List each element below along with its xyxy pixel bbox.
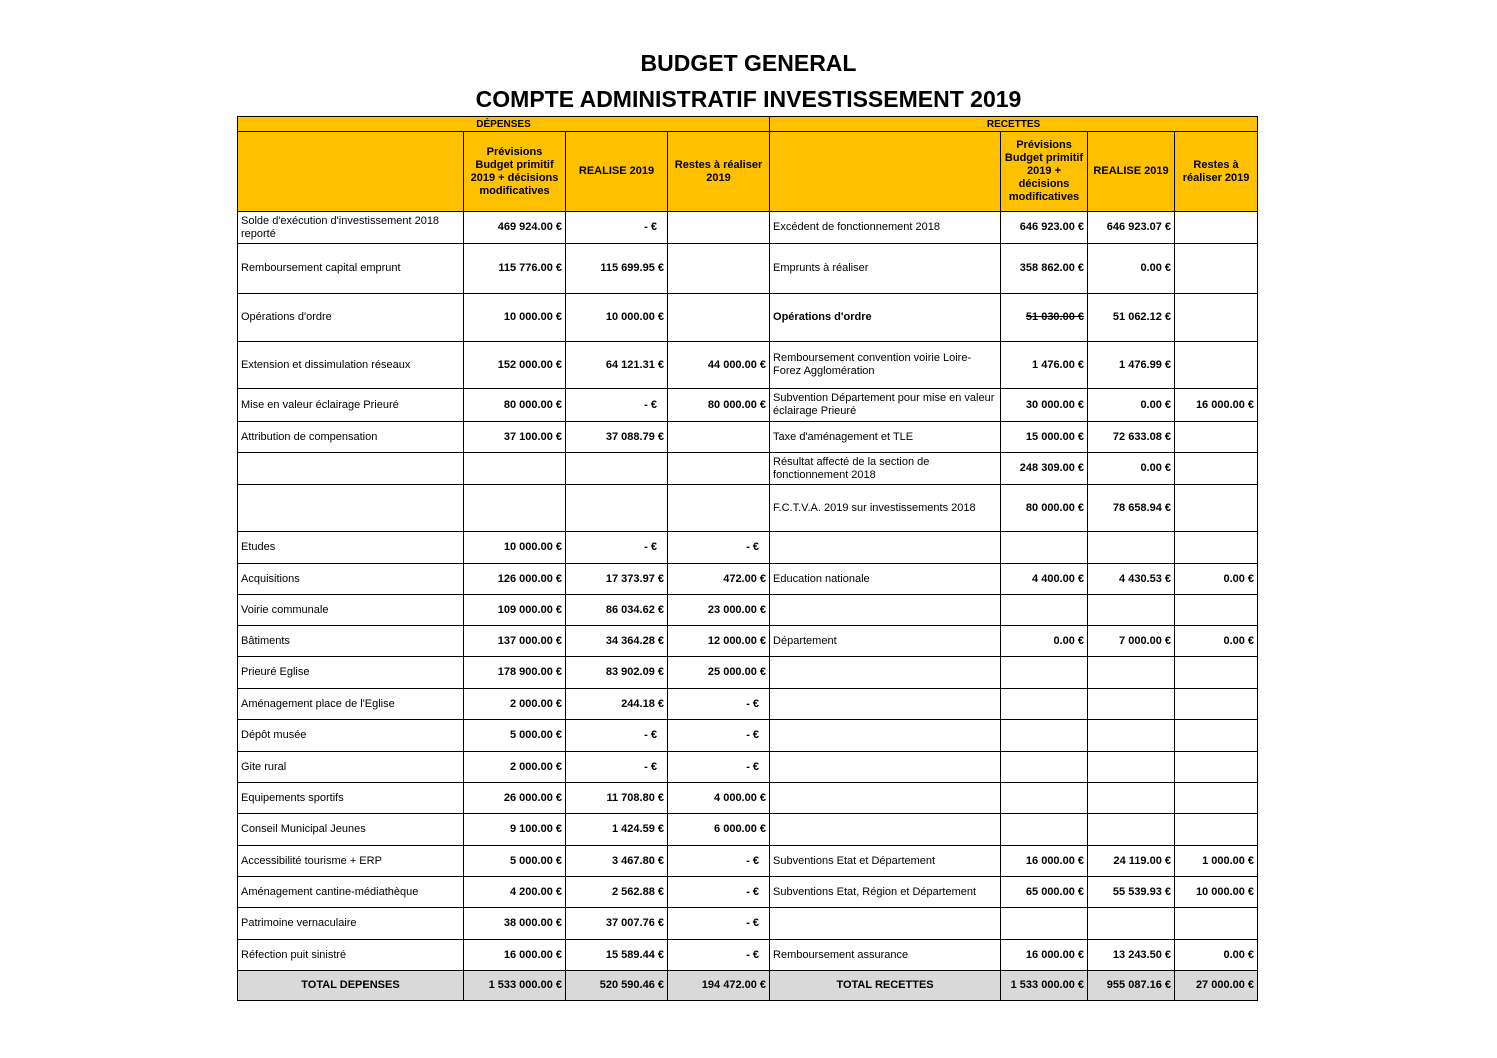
total-dep-previsions: 1 533 000.00 €: [464, 971, 566, 1001]
dep-previsions-cell: 469 924.00 €: [464, 212, 566, 244]
table-row: [238, 908, 1258, 940]
dep-restes-cell: 44 000.00 €: [668, 342, 770, 389]
table-row: [238, 720, 1258, 752]
rec-restes-cell: [1175, 453, 1258, 485]
rec-label-cell: [770, 814, 1001, 846]
rec-realise-cell: [1088, 595, 1175, 626]
rec-previsions-cell: 30 000.00 €: [1001, 389, 1088, 422]
dep-realise-cell: 37 007.76 €: [566, 908, 668, 940]
total-dep-restes: 194 472.00 €: [668, 971, 770, 1001]
dep-restes-cell: 4 000.00 €: [668, 783, 770, 814]
rec-restes-cell: 0.00 €: [1175, 940, 1258, 971]
rec-restes-cell: 16 000.00 €: [1175, 389, 1258, 422]
dep-previsions-cell: 5 000.00 €: [464, 846, 566, 877]
rec-label-header: [770, 132, 1001, 212]
dep-label-cell: Etudes: [238, 532, 464, 564]
rec-label-cell: [770, 532, 1001, 564]
dep-previsions-header: Prévisions Budget primitif 2019 + décisions modificatives: [464, 132, 566, 212]
budget-table: [237, 116, 1258, 1001]
dep-realise-cell: 15 589.44 €: [566, 940, 668, 971]
dep-previsions-cell: 26 000.00 €: [464, 783, 566, 814]
dep-realise-cell: 10 000.00 €: [566, 294, 668, 342]
total-dep-realise: 520 590.46 €: [566, 971, 668, 1001]
dep-restes-cell: - €: [668, 689, 770, 720]
dep-restes-cell: - €: [668, 908, 770, 940]
table-row: [238, 877, 1258, 908]
dep-label-cell: Remboursement capital emprunt: [238, 244, 464, 294]
rec-label-cell: Excédent de fonctionnement 2018: [770, 212, 1001, 244]
dep-label-header: [238, 132, 464, 212]
rec-previsions-cell: 15 000.00 €: [1001, 422, 1088, 453]
table-row: [238, 940, 1258, 971]
rec-restes-cell: [1175, 212, 1258, 244]
rec-realise-cell: 0.00 €: [1088, 244, 1175, 294]
dep-realise-cell: 64 121.31 €: [566, 342, 668, 389]
dep-previsions-cell: [464, 453, 566, 485]
rec-label-cell: [770, 752, 1001, 783]
rec-realise-cell: [1088, 689, 1175, 720]
rec-previsions-cell: [1001, 720, 1088, 752]
rec-label-cell: [770, 783, 1001, 814]
rec-label-cell: Emprunts à réaliser: [770, 244, 1001, 294]
rec-realise-cell: 24 119.00 €: [1088, 846, 1175, 877]
dep-restes-cell: - €: [668, 720, 770, 752]
rec-label-cell: Remboursement assurance: [770, 940, 1001, 971]
dep-restes-cell: - €: [668, 877, 770, 908]
dep-label-cell: Dépôt musée: [238, 720, 464, 752]
rec-realise-cell: 1 476.99 €: [1088, 342, 1175, 389]
rec-realise-header: REALISE 2019: [1088, 132, 1175, 212]
rec-label-cell: Subventions Etat et Département: [770, 846, 1001, 877]
rec-restes-header: Restes à réaliser 2019: [1175, 132, 1258, 212]
rec-previsions-cell: 248 309.00 €: [1001, 453, 1088, 485]
rec-label-cell: F.C.T.V.A. 2019 sur investissements 2018: [770, 485, 1001, 532]
rec-previsions-cell: [1001, 689, 1088, 720]
dep-previsions-cell: 10 000.00 €: [464, 532, 566, 564]
dep-previsions-cell: 178 900.00 €: [464, 657, 566, 689]
rec-realise-cell: [1088, 657, 1175, 689]
rec-restes-cell: [1175, 532, 1258, 564]
dep-label-cell: Aménagement place de l'Eglise: [238, 689, 464, 720]
rec-realise-cell: 4 430.53 €: [1088, 564, 1175, 595]
rec-realise-cell: 55 539.93 €: [1088, 877, 1175, 908]
dep-realise-cell: - €: [566, 389, 668, 422]
table-row: [238, 689, 1258, 720]
rec-previsions-cell: 0.00 €: [1001, 626, 1088, 657]
dep-restes-cell: [668, 244, 770, 294]
dep-label-cell: Equipements sportifs: [238, 783, 464, 814]
dep-realise-cell: [566, 485, 668, 532]
rec-realise-cell: 72 633.08 €: [1088, 422, 1175, 453]
dep-realise-cell: - €: [566, 720, 668, 752]
dep-label-cell: Patrimoine vernaculaire: [238, 908, 464, 940]
rec-label-cell: [770, 595, 1001, 626]
dep-restes-header: Restes à réaliser 2019: [668, 132, 770, 212]
rec-previsions-cell: 646 923.00 €: [1001, 212, 1088, 244]
dep-label-cell: Bâtiments: [238, 626, 464, 657]
dep-realise-cell: 86 034.62 €: [566, 595, 668, 626]
column-header-row: [238, 132, 1258, 212]
dep-restes-cell: [668, 453, 770, 485]
dep-restes-cell: 12 000.00 €: [668, 626, 770, 657]
rec-restes-cell: [1175, 689, 1258, 720]
dep-restes-cell: [668, 485, 770, 532]
rec-previsions-cell: 16 000.00 €: [1001, 846, 1088, 877]
dep-restes-cell: - €: [668, 940, 770, 971]
dep-label-cell: Extension et dissimulation réseaux: [238, 342, 464, 389]
table-row: [238, 657, 1258, 689]
dep-realise-cell: - €: [566, 212, 668, 244]
dep-restes-cell: [668, 422, 770, 453]
dep-realise-cell: 34 364.28 €: [566, 626, 668, 657]
dep-previsions-cell: 4 200.00 €: [464, 877, 566, 908]
dep-previsions-cell: 37 100.00 €: [464, 422, 566, 453]
rec-restes-cell: [1175, 657, 1258, 689]
table-row: [238, 212, 1258, 244]
rec-realise-cell: [1088, 720, 1175, 752]
total-recettes-label: TOTAL RECETTES: [770, 971, 1001, 1001]
rec-label-cell: Taxe d'aménagement et TLE: [770, 422, 1001, 453]
dep-realise-cell: 2 562.88 €: [566, 877, 668, 908]
section-header-row: [238, 117, 1258, 132]
table-row: [238, 783, 1258, 814]
dep-label-cell: Accessibilité tourisme + ERP: [238, 846, 464, 877]
rec-realise-cell: 13 243.50 €: [1088, 940, 1175, 971]
rec-previsions-header: Prévisions Budget primitif 2019 + décisions modificatives: [1001, 132, 1088, 212]
dep-restes-cell: 23 000.00 €: [668, 595, 770, 626]
dep-realise-cell: [566, 453, 668, 485]
dep-previsions-cell: 109 000.00 €: [464, 595, 566, 626]
table-row: [238, 626, 1258, 657]
rec-restes-cell: [1175, 814, 1258, 846]
dep-previsions-cell: 10 000.00 €: [464, 294, 566, 342]
dep-label-cell: Conseil Municipal Jeunes: [238, 814, 464, 846]
dep-previsions-cell: 2 000.00 €: [464, 689, 566, 720]
rec-previsions-cell: [1001, 532, 1088, 564]
dep-previsions-cell: 2 000.00 €: [464, 752, 566, 783]
rec-previsions-cell: [1001, 595, 1088, 626]
rec-realise-cell: 51 062.12 €: [1088, 294, 1175, 342]
dep-realise-cell: 1 424.59 €: [566, 814, 668, 846]
dep-realise-cell: 11 708.80 €: [566, 783, 668, 814]
rec-previsions-cell: [1001, 752, 1088, 783]
rec-label-cell: [770, 689, 1001, 720]
dep-previsions-cell: 137 000.00 €: [464, 626, 566, 657]
total-depenses-label: TOTAL DEPENSES: [238, 971, 464, 1001]
dep-previsions-cell: 126 000.00 €: [464, 564, 566, 595]
dep-label-cell: Acquisitions: [238, 564, 464, 595]
rec-label-cell: Département: [770, 626, 1001, 657]
dep-restes-cell: [668, 212, 770, 244]
table-row: [238, 564, 1258, 595]
dep-label-cell: Mise en valeur éclairage Prieuré: [238, 389, 464, 422]
table-row: [238, 846, 1258, 877]
rec-restes-cell: [1175, 294, 1258, 342]
table-row: [238, 752, 1258, 783]
rec-restes-cell: [1175, 485, 1258, 532]
dep-label-cell: Prieuré Eglise: [238, 657, 464, 689]
rec-restes-cell: 0.00 €: [1175, 626, 1258, 657]
total-rec-previsions: 1 533 000.00 €: [1001, 971, 1088, 1001]
dep-realise-cell: 3 467.80 €: [566, 846, 668, 877]
table-row: [238, 532, 1258, 564]
rec-realise-cell: [1088, 814, 1175, 846]
table-row: [238, 422, 1258, 453]
dep-previsions-cell: [464, 485, 566, 532]
dep-previsions-cell: 5 000.00 €: [464, 720, 566, 752]
dep-label-cell: Attribution de compensation: [238, 422, 464, 453]
dep-restes-cell: 25 000.00 €: [668, 657, 770, 689]
rec-label-cell: Remboursement convention voirie Loire-Forez Agglomération: [770, 342, 1001, 389]
dep-restes-cell: 6 000.00 €: [668, 814, 770, 846]
totals-row: [238, 971, 1258, 1001]
rec-previsions-cell: [1001, 908, 1088, 940]
rec-previsions-cell: 358 862.00 €: [1001, 244, 1088, 294]
dep-restes-cell: 80 000.00 €: [668, 389, 770, 422]
dep-realise-cell: 17 373.97 €: [566, 564, 668, 595]
total-rec-realise: 955 087.16 €: [1088, 971, 1175, 1001]
dep-label-cell: Réfection puit sinistré: [238, 940, 464, 971]
dep-realise-cell: 115 699.95 €: [566, 244, 668, 294]
dep-realise-cell: 244.18 €: [566, 689, 668, 720]
dep-restes-cell: - €: [668, 532, 770, 564]
rec-realise-cell: [1088, 783, 1175, 814]
dep-restes-cell: 472.00 €: [668, 564, 770, 595]
dep-previsions-cell: 115 776.00 €: [464, 244, 566, 294]
rec-restes-cell: [1175, 752, 1258, 783]
dep-label-cell: [238, 485, 464, 532]
rec-previsions-cell: 80 000.00 €: [1001, 485, 1088, 532]
rec-realise-cell: 646 923.07 €: [1088, 212, 1175, 244]
recettes-header: RECETTES: [770, 117, 1258, 132]
rec-label-cell: Résultat affecté de la section de fonctionnement 2018: [770, 453, 1001, 485]
table-row: [238, 814, 1258, 846]
rec-previsions-cell: [1001, 657, 1088, 689]
table-row: [238, 342, 1258, 389]
total-rec-restes: 27 000.00 €: [1175, 971, 1258, 1001]
dep-label-cell: Opérations d'ordre: [238, 294, 464, 342]
rec-restes-cell: [1175, 422, 1258, 453]
rec-restes-cell: 10 000.00 €: [1175, 877, 1258, 908]
dep-label-cell: [238, 453, 464, 485]
dep-previsions-cell: 38 000.00 €: [464, 908, 566, 940]
dep-previsions-cell: 16 000.00 €: [464, 940, 566, 971]
document-subtitle: COMPTE ADMINISTRATIF INVESTISSEMENT 2019: [475, 86, 1022, 112]
dep-restes-cell: [668, 294, 770, 342]
rec-restes-cell: [1175, 720, 1258, 752]
rec-previsions-cell: 65 000.00 €: [1001, 877, 1088, 908]
dep-realise-cell: - €: [566, 752, 668, 783]
dep-previsions-cell: 80 000.00 €: [464, 389, 566, 422]
rec-restes-cell: [1175, 244, 1258, 294]
dep-restes-cell: - €: [668, 846, 770, 877]
rec-label-cell: Education nationale: [770, 564, 1001, 595]
rec-previsions-cell: [1001, 783, 1088, 814]
dep-label-cell: Voirie communale: [238, 595, 464, 626]
rec-label-cell: Subventions Etat, Région et Département: [770, 877, 1001, 908]
depenses-header: DÉPENSES: [238, 117, 770, 132]
rec-realise-cell: 0.00 €: [1088, 453, 1175, 485]
dep-previsions-cell: 9 100.00 €: [464, 814, 566, 846]
dep-realise-cell: 37 088.79 €: [566, 422, 668, 453]
table-row: [238, 595, 1258, 626]
table-row: [238, 485, 1258, 532]
rec-previsions-cell: 4 400.00 €: [1001, 564, 1088, 595]
rec-label-cell: [770, 908, 1001, 940]
rec-realise-cell: 7 000.00 €: [1088, 626, 1175, 657]
dep-realise-header: REALISE 2019: [566, 132, 668, 212]
rec-previsions-cell: 1 476.00 €: [1001, 342, 1088, 389]
rec-restes-cell: [1175, 783, 1258, 814]
rec-restes-cell: [1175, 908, 1258, 940]
dep-previsions-cell: 152 000.00 €: [464, 342, 566, 389]
dep-label-cell: Solde d'exécution d'investissement 2018 reporté: [238, 212, 464, 244]
rec-realise-cell: 0.00 €: [1088, 389, 1175, 422]
rec-realise-cell: [1088, 908, 1175, 940]
dep-label-cell: Aménagement cantine-médiathèque: [238, 877, 464, 908]
rec-realise-cell: [1088, 532, 1175, 564]
rec-label-cell: Opérations d'ordre: [770, 294, 1001, 342]
dep-restes-cell: - €: [668, 752, 770, 783]
rec-realise-cell: [1088, 752, 1175, 783]
document-title: BUDGET GENERAL: [640, 50, 857, 76]
rec-label-cell: [770, 657, 1001, 689]
rec-restes-cell: [1175, 595, 1258, 626]
table-row: [238, 294, 1258, 342]
rec-previsions-cell: 16 000.00 €: [1001, 940, 1088, 971]
dep-realise-cell: - €: [566, 532, 668, 564]
rec-label-cell: [770, 720, 1001, 752]
table-row: [238, 453, 1258, 485]
rec-realise-cell: 78 658.94 €: [1088, 485, 1175, 532]
table-row: [238, 389, 1258, 422]
rec-previsions-cell: [1001, 814, 1088, 846]
rec-restes-cell: 1 000.00 €: [1175, 846, 1258, 877]
rec-label-cell: Subvention Département pour mise en valeur éclairage Prieuré: [770, 389, 1001, 422]
rec-restes-cell: [1175, 342, 1258, 389]
dep-realise-cell: 83 902.09 €: [566, 657, 668, 689]
table-row: [238, 244, 1258, 294]
rec-previsions-cell: 51 030.00 €: [1001, 294, 1088, 342]
rec-restes-cell: 0.00 €: [1175, 564, 1258, 595]
dep-label-cell: Gite rural: [238, 752, 464, 783]
